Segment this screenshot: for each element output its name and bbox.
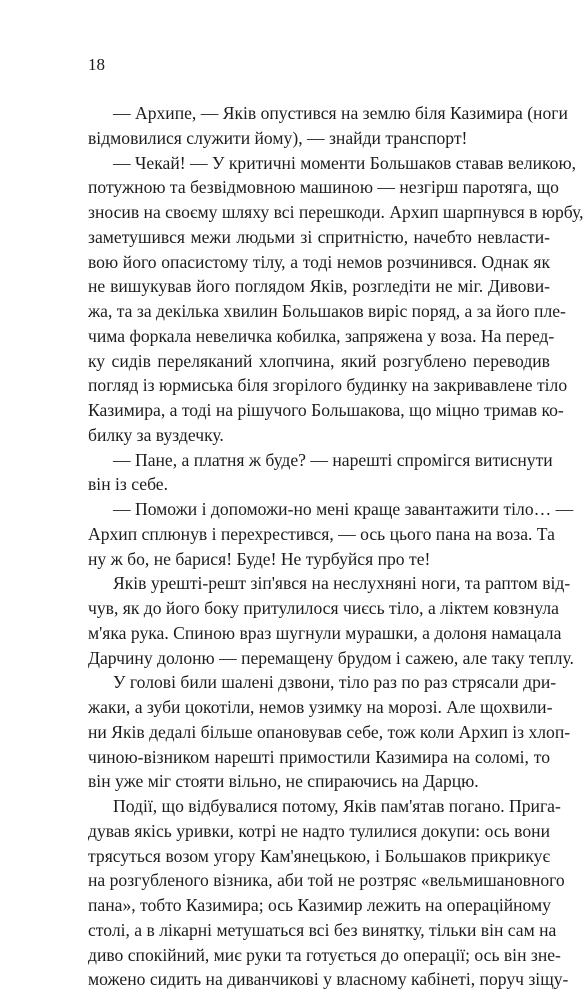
paragraph (88, 670, 571, 794)
text-line: можено сидить на диванчикові у власному кабінеті, поруч зіщу- (88, 969, 569, 990)
text-line: пана», тобто Казимира; ось Казимир лежить на операційному (88, 895, 551, 915)
text-line: він уже міг стояти вільно, не спираючись на Дарцю. (88, 771, 479, 792)
text-line: відмовилися служити йому), — знайди транспорт! (88, 127, 468, 148)
text-line: Казимира, а тоді на рішучого Большакова, що міцно тримав ко- (88, 400, 564, 420)
paragraph (88, 101, 568, 151)
text-line: жа, та за декілька хвилин Большаков виріс поряд, а за його пле- (88, 301, 566, 321)
text-line: жаки, а зуби цокотіли, немов узимку на морозі. Але щохвили- (88, 697, 553, 717)
text-line: заметушився межи людьми зі спритністю, начебто невласти- (88, 226, 550, 247)
text-line: диво спокійний, миє руки та готується до операції; ось він зне- (88, 944, 561, 965)
text-line: чима форкала невеличка кобилка, запряжена у воза. На перед- (88, 325, 555, 346)
paragraph (88, 448, 553, 498)
body-text (88, 101, 584, 992)
text-line: ну ж бо, не барися! Буде! Не турбуйся про те! (88, 548, 431, 569)
text-line: — Архипе, — Яків опустився на землю біля Казимира (ноги (113, 103, 568, 123)
text-line: трясуться возом угору Кам'янецькою, і Большаков прикрикує (88, 845, 550, 866)
text-line: потужною та безвідмовною машиною — незгірш паротяга, що (88, 177, 559, 198)
text-line: Події, що відбувалися потому, Яків пам'ятав погано. Прига- (113, 796, 561, 816)
text-line: чув, як до його боку притулилося чиєсь тіло, а ліктем ковзнула (88, 598, 559, 618)
text-line: м'яка рука. Спиною враз шугнули мурашки, а долоня намацала (88, 622, 562, 643)
text-line: вою його опасистому тілу, а тоді немов розчинився. Однак як (88, 251, 550, 272)
text-line: У голові били шалені дзвони, тіло раз по раз стрясали дри- (113, 672, 557, 693)
text-line: Дарчину долоню — перемащену брудом і сажею, але таку теплу. (88, 647, 574, 668)
text-line: на розгубленого візника, аби той не розтряс «вельмишановного (88, 870, 565, 891)
text-line: билку за вуздечку. (88, 424, 224, 445)
paragraph (88, 571, 574, 670)
text-line: — Чекай! — У критичні моменти Большаков ставав великою, (113, 152, 577, 173)
text-line: столі, а в лікарні метушаться всі без винятку, тільки він сам на (88, 919, 557, 940)
text-line: Архип сплюнув і перехрестився, — ось цього пана на воза. Та (88, 523, 555, 544)
text-line: — Поможи і допоможи-но мені краще завантажити тіло… — (113, 499, 574, 519)
paragraph (88, 497, 574, 571)
text-line: погляд із юрмиська біля згорілого будинку на закривавлене тіло (88, 375, 568, 396)
text-line: зносив на своєму шляху всі перешкоди. Архип шарпнувся в юрбу, (88, 202, 584, 222)
text-line: не вишукував його поглядом Яків, розгледіти не міг. Дивови- (88, 276, 550, 297)
text-line: Яків урешті-решт зіп'явся на неслухняні ноги, та раптом від- (113, 573, 571, 594)
text-line: дував якісь уривки, котрі не надто тулилися докупи: ось вони (88, 820, 550, 841)
text-line: ку сидів переляканий хлопчина, який розгублено переводив (88, 350, 550, 371)
text-line: чиною-візником нарешті примостили Казимира на соломі, то (88, 746, 550, 767)
text-line: він із себе. (88, 474, 169, 495)
page-number: 18 (88, 55, 105, 74)
text-line: — Пане, а платня ж буде? — нарешті спромігся витиснути (113, 449, 553, 470)
text-line: ни Яків дедалі більше опановував себе, тож коли Архип із хлоп- (88, 721, 571, 742)
paragraph (88, 794, 569, 992)
paragraph (88, 151, 584, 448)
